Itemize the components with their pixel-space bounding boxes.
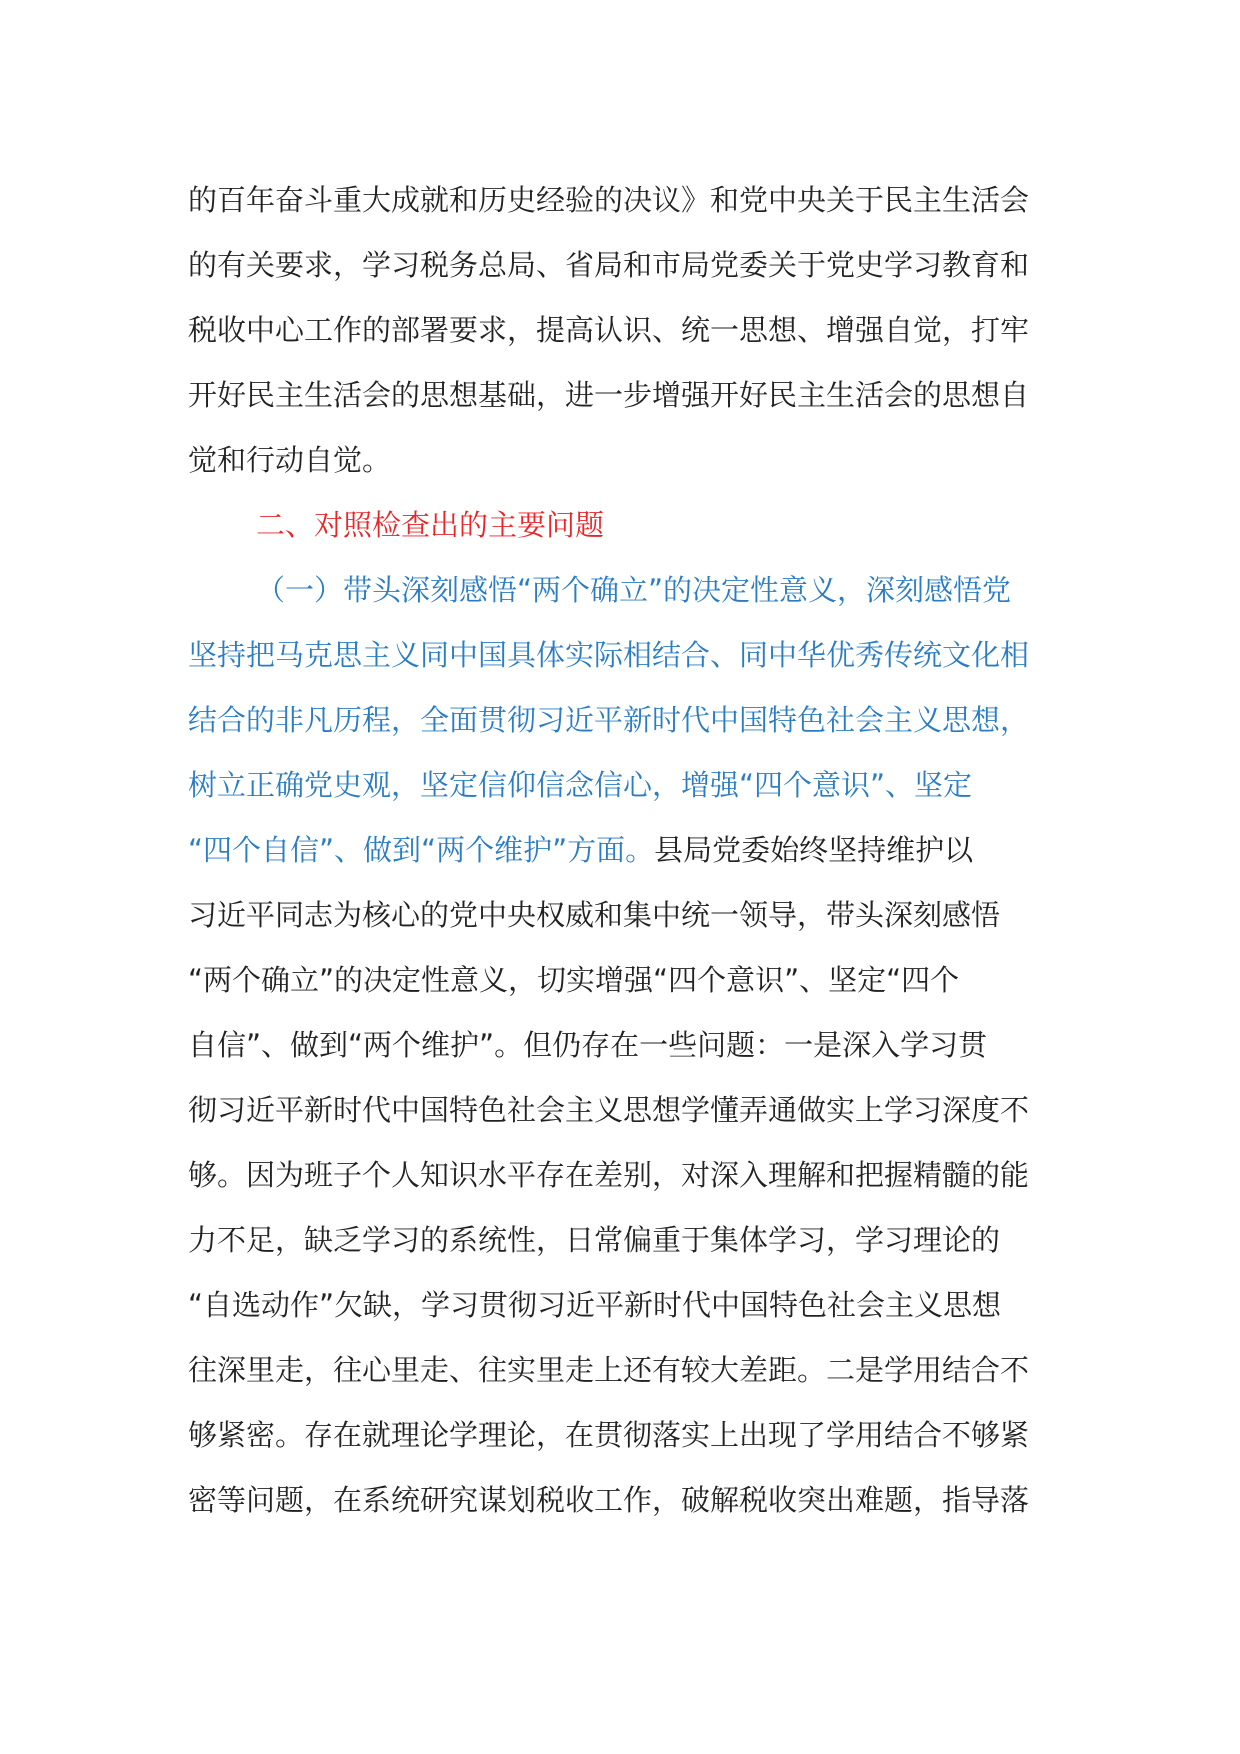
document-body: [188, 168, 1048, 1533]
paragraph-line: 的百年奋斗重大成就和历史经验的决议》和党中央关于民主生活会: [188, 183, 1030, 217]
subsection-heading-line: 结合的非凡历程，全面贯彻习近平新时代中国特色社会主义思想，: [188, 703, 1030, 737]
paragraph-line: 彻习近平新时代中国特色社会主义思想学懂弄通做实上学习深度不: [188, 1093, 1030, 1127]
paragraph-line: “自选动作”欠缺，学习贯彻习近平新时代中国特色社会主义思想: [188, 1288, 1002, 1322]
subsection-heading-line: 坚持把马克思主义同中国具体实际相结合、同中华优秀传统文化相: [188, 638, 1030, 672]
paragraph-line: 自信”、做到“两个维护”。但仍存在一些问题：一是深入学习贯: [188, 1028, 988, 1062]
paragraph-line: “两个确立”的决定性意义，切实增强“四个意识”、坚定“四个: [188, 963, 960, 997]
subsection-heading-tail: “四个自信”、做到“两个维护”方面。: [188, 833, 655, 867]
paragraph-line: 力不足，缺乏学习的系统性，日常偏重于集体学习，学习理论的: [188, 1223, 1001, 1257]
paragraph-line: 开好民主生活会的思想基础，进一步增强开好民主生活会的思想自: [188, 378, 1030, 412]
paragraph-line: 习近平同志为核心的党中央权威和集中统一领导，带头深刻感悟: [188, 898, 1001, 932]
paragraph-line: 往深里走，往心里走、往实里走上还有较大差距。二是学用结合不: [188, 1353, 1030, 1387]
paragraph-line: 税收中心工作的部署要求，提高认识、统一思想、增强自觉，打牢: [188, 313, 1030, 347]
paragraph-start: 县局党委始终坚持维护以: [654, 833, 974, 867]
paragraph-line: 觉和行动自觉。: [188, 443, 392, 477]
mixed-line: [188, 818, 1048, 883]
paragraph-line: 密等问题，在系统研究谋划税收工作，破解税收突出难题，指导落: [188, 1483, 1030, 1517]
subsection-heading-line: （一）带头深刻感悟“两个确立”的决定性意义，深刻感悟党: [256, 573, 1012, 607]
paragraph-line: 的有关要求，学习税务总局、省局和市局党委关于党史学习教育和: [188, 248, 1030, 282]
subsection-heading-line: 树立正确党史观，坚定信仰信念信心，增强“四个意识”、坚定: [188, 768, 973, 802]
section-heading: 二、对照检查出的主要问题: [256, 508, 605, 542]
paragraph-line: 够。因为班子个人知识水平存在差别，对深入理解和把握精髓的能: [188, 1158, 1030, 1192]
paragraph-line: 够紧密。存在就理论学理论，在贯彻落实上出现了学用结合不够紧: [188, 1418, 1030, 1452]
